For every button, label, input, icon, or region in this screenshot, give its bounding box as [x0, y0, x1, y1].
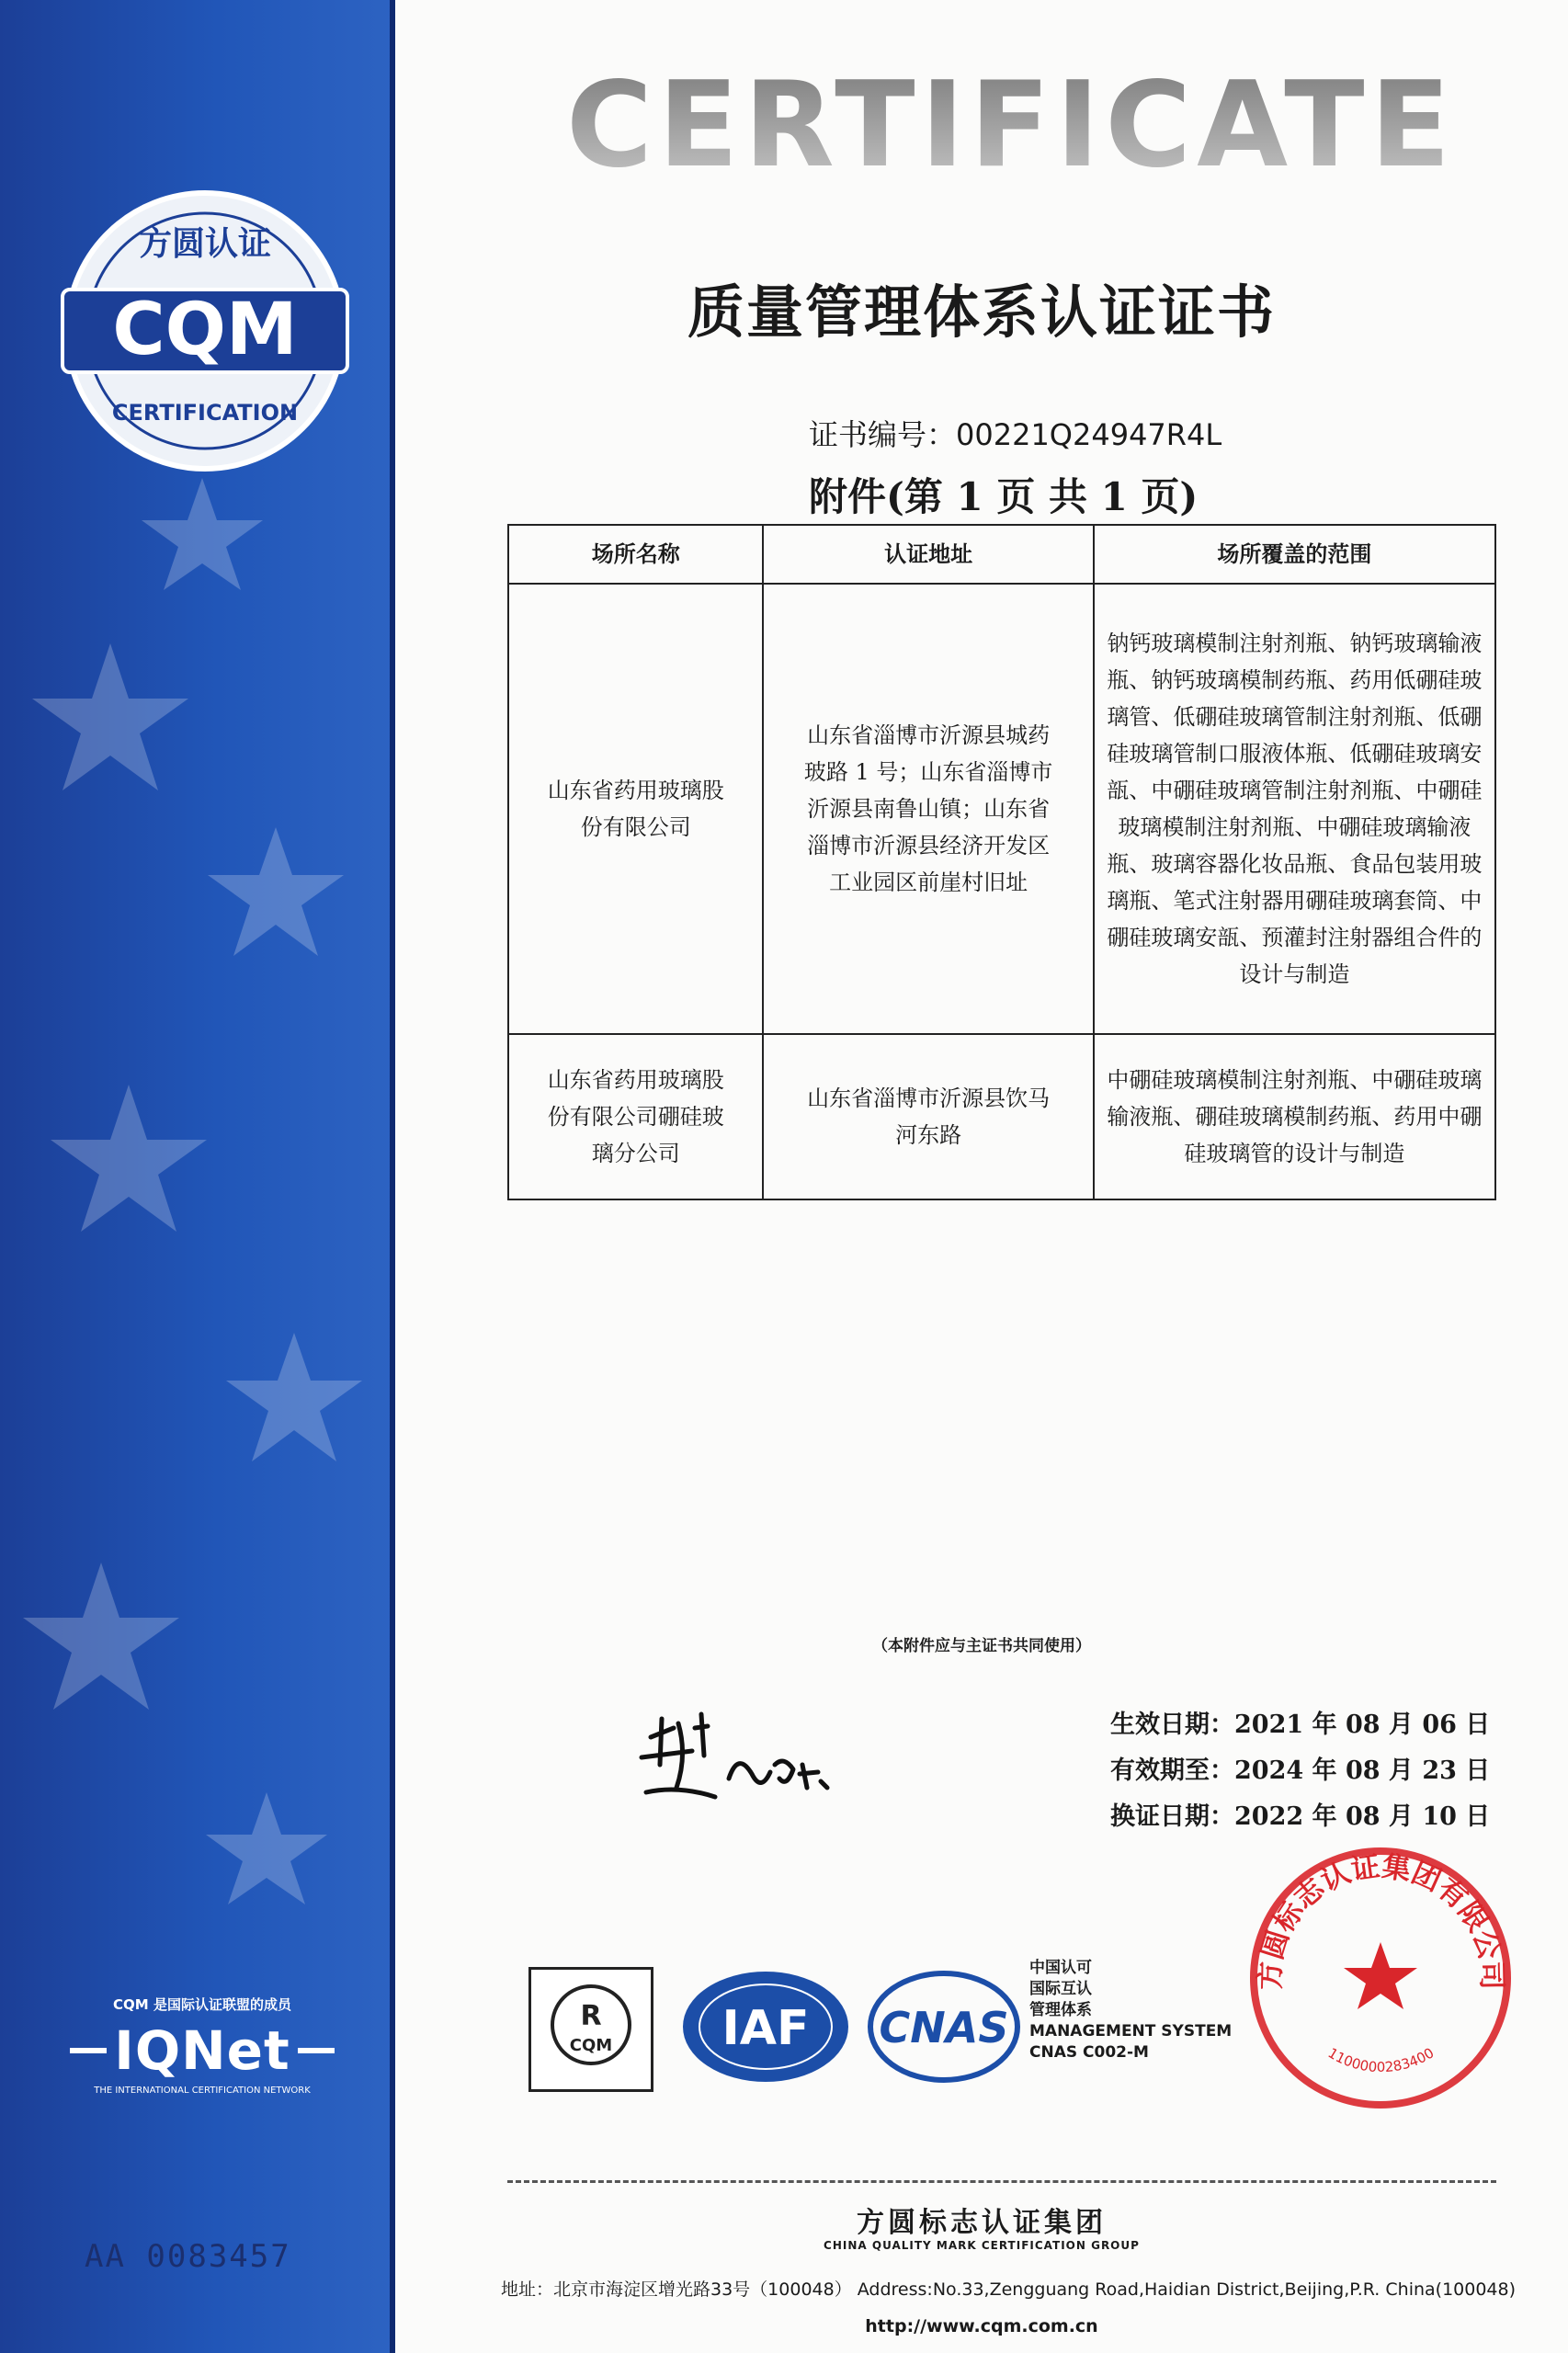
page-title: 质量管理体系认证证书: [687, 278, 1276, 346]
r-mark: R: [580, 2000, 602, 2032]
annex-heading: 附件(第 1 页 共 1 页): [809, 474, 1199, 519]
cnas-accreditation-text: 中国认可 国际互认 管理体系 MANAGEMENT SYSTEM CNAS C002-M: [1029, 1959, 1233, 2062]
org-address: 地址：北京市海淀区增光路33号（100048） Address:No.33,Zengguang Road,Haidian District,Beijing,P.R. China(100048): [501, 2279, 1517, 2300]
org-name-en: CHINA QUALITY MARK CERTIFICATION GROUP: [824, 2239, 1140, 2252]
serial-number: AA 0083457: [85, 2238, 291, 2275]
cnas-logo: [866, 1967, 1022, 2086]
scope-table: [507, 524, 1496, 1200]
iqnet-subtitle: THE INTERNATIONAL CERTIFICATION NETWORK: [94, 2086, 311, 2096]
certificate-watermark: [542, 55, 1480, 184]
dates-block: [1110, 1702, 1490, 1840]
site-address: 山东省淄博市沂源县城药 玻路 1 号；山东省淄博市 沂源县南鲁山镇；山东省 淄博市沂源县经济开发区 工业园区前崖村旧址: [763, 584, 1093, 1034]
certificate-number: 证书编号：00221Q24947R4L: [809, 417, 1222, 452]
cqm-badge-mid: CQM: [112, 289, 298, 371]
official-seal: [1245, 1843, 1517, 2114]
header-site: 场所名称: [508, 525, 763, 584]
header-address: 认证地址: [763, 525, 1093, 584]
footer-divider: [507, 2180, 1496, 2183]
iqnet-logo: [37, 1995, 368, 2096]
iaf-text: IAF: [722, 2001, 810, 2056]
site-scope: 中硼硅玻璃模制注射剂瓶、中硼硅玻璃输液瓶、硼硅玻璃模制药瓶、药用中硼硅玻璃管的设计与制造: [1094, 1034, 1495, 1199]
r-cqm-text: CQM: [569, 2036, 613, 2055]
iqnet-caption: CQM 是国际认证联盟的成员: [113, 1996, 291, 2013]
signature: [623, 1700, 862, 1820]
iqnet-name: IQNet: [114, 2019, 290, 2082]
site-name: 山东省药用玻璃股 份有限公司: [508, 584, 763, 1034]
seal-text: 方圆标志认证集团有限公司: [1254, 1849, 1508, 1991]
seal-number: 1100000283400: [1324, 2044, 1437, 2076]
watermark-text: CERTIFICATE: [566, 57, 1456, 184]
effective-date: 生效日期：2021 年 08 月 06 日: [1110, 1711, 1491, 1739]
org-name-cn: 方圆标志认证集团: [857, 2207, 1107, 2239]
cqm-certification-logo: [53, 179, 357, 483]
iaf-logo: [678, 1967, 853, 2086]
r-cqm-logo: [528, 1967, 653, 2092]
table-header-row: [508, 525, 1495, 584]
site-name: 山东省药用玻璃股 份有限公司硼硅玻 璃分公司: [508, 1034, 763, 1199]
site-address: 山东省淄博市沂源县饮马 河东路: [763, 1034, 1093, 1199]
blue-side-band: [0, 0, 395, 2353]
table-row: [508, 1034, 1495, 1199]
site-scope: 钠钙玻璃模制注射剂瓶、钠钙玻璃输液瓶、钠钙玻璃模制药瓶、药用低硼硅玻璃管、低硼硅玻璃管制注射剂瓶、低硼硅玻璃管制口服液体瓶、低硼硅玻璃安瓿、中硼硅玻璃管制注射剂瓶、中硼硅玻璃模制注射剂瓶、中硼硅玻璃输液瓶、玻璃容器化妆品瓶、食品包装用玻璃瓶、笔式注射器用硼硅玻璃套筒、中硼硅玻璃安瓿、预灌封注射器组合件的设计与制造: [1094, 584, 1495, 1034]
cqm-badge-top: 方圆认证: [138, 225, 272, 263]
cnas-text: CNAS: [879, 2003, 1009, 2052]
website-link[interactable]: http://www.cqm.com.cn: [865, 2316, 1098, 2336]
header-scope: 场所覆盖的范围: [1094, 525, 1495, 584]
table-row: [508, 584, 1495, 1034]
valid-until-date: 有效期至：2024 年 08 月 23 日: [1110, 1756, 1491, 1785]
annex-note: （本附件应与主证书共同使用）: [872, 1637, 1091, 1655]
renewal-date: 换证日期：2022 年 08 月 10 日: [1110, 1802, 1491, 1831]
cqm-badge-bottom: CERTIFICATION: [111, 400, 299, 426]
